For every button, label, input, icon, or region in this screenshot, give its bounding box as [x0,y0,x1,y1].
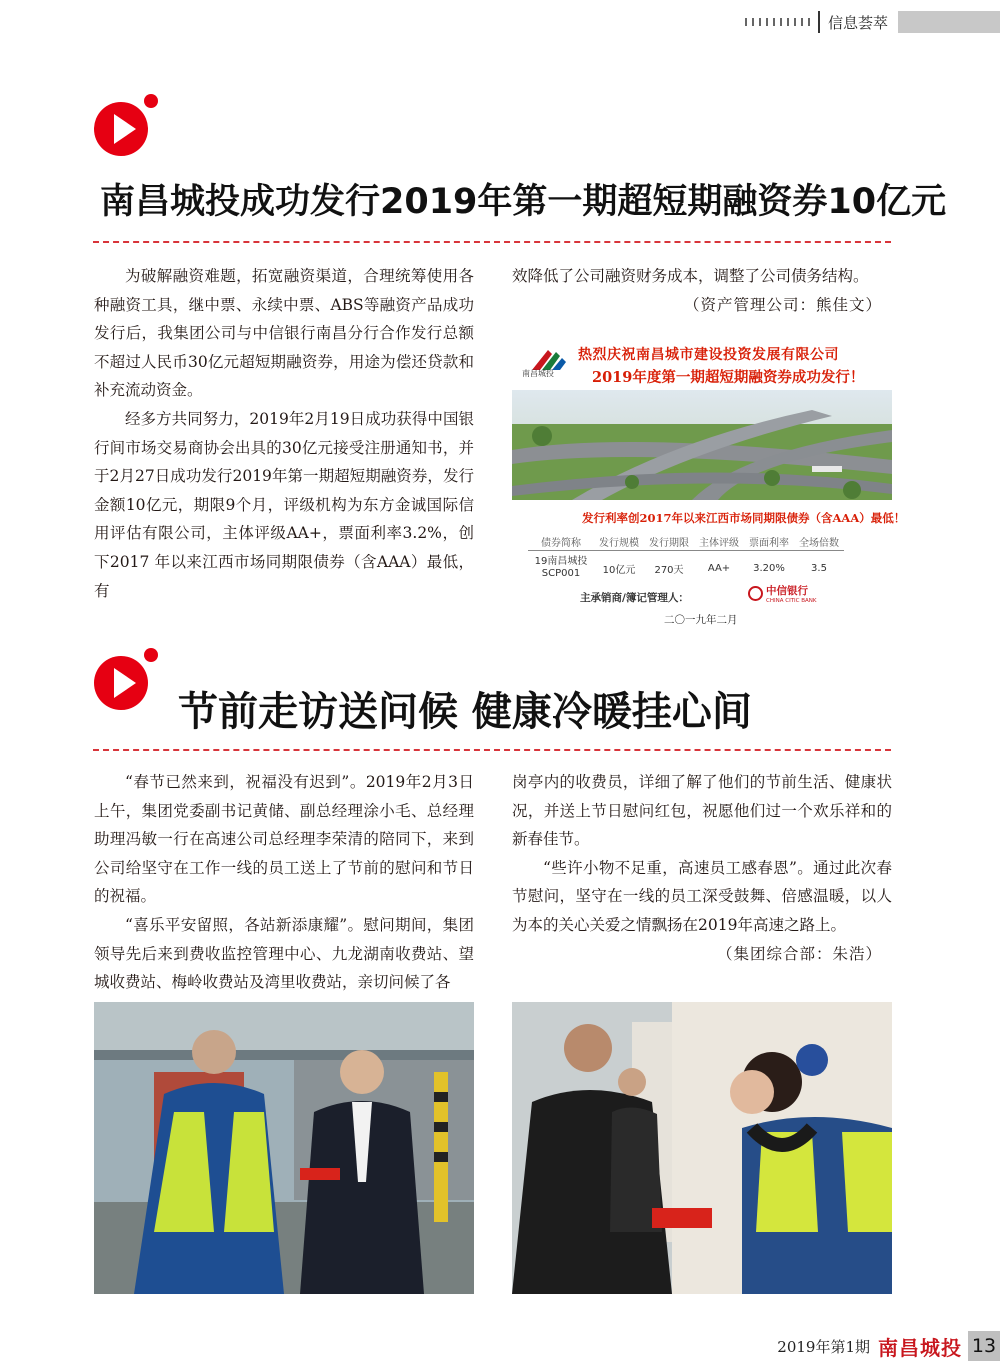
article2-para4: “些许小物不足重，高速员工感春恩”。通过此次春节慰问，坚守在一线的员工深受鼓舞、倍感温暖，以人为本的关心关爱之情飘扬在2019年高速之路上。 [512,858,892,934]
bond-table-cell: 3.20% [753,562,785,574]
article1-title: 南昌城投成功发行2019年第一期超短期融资券10亿元 [100,182,947,222]
bank-name-en: CHINA CITIC BANK [766,598,817,604]
photo-toll-booth-visit [94,1002,474,1294]
article1-col-left [94,262,474,605]
bond-table [528,532,844,585]
article2-col-right [512,768,892,968]
company-logo-text: 南昌城投 [522,369,554,378]
bond-table-row [528,551,844,586]
header-bar [898,11,1000,33]
bond-table-cell: 270天 [654,564,684,576]
announcement-rate-line: 发行利率创2017年以来江西市场同期限债券（含AAA）最低！ [582,511,906,525]
article1-divider [93,241,891,243]
bond-table-header: 全场倍数 [794,532,844,551]
article2-col-left [94,768,474,997]
bond-table-header: 债券简称 [528,532,594,551]
highway-interchange-image [512,390,892,500]
page-header [745,10,1000,34]
announcement-headline1: 热烈庆祝南昌城市建设投资发展有限公司 [578,347,839,363]
bank-name: 中信银行 [766,585,808,597]
bond-table-header: 发行规模 [594,532,644,551]
article1-para1: 为破解融资难题，拓宽融资渠道，合理统筹使用各种融资工具，继中票、永续中票、ABS等融资产品成功发行后，我集团公司与中信银行南昌分行合作发行总额不超过人民币30亿元超短期融资券，用途为偿还贷款和补充流动资金。 [94,267,474,400]
bank-logo-icon [748,586,763,601]
bond-table-cell: 3.5 [811,562,827,574]
page-footer [777,1331,1000,1361]
article1-para2: 经多方共同努力，2019年2月19日成功获得中国银行间市场交易商协会出具的30亿元接受注册通知书，并于2月27日成功发行2019年第一期超短期融资券，发行金额10亿元，期限9个月，评级机构为东方金诚国际信用评估有限公司，主体评级AA+，票面利率3.2%，创下2017 年以来江西市场同期限债券（含AAA）最低，有 [94,409,474,600]
bond-table-header: 票面利率 [744,532,794,551]
bond-announcement [512,336,906,634]
article1-para3: 效降低了公司融资财务成本，调整了公司债务结构。 [512,267,869,285]
magazine-name: 南昌城投 [878,1335,962,1360]
page-number: 13 [968,1331,1000,1361]
header-separator [818,11,820,33]
article2-divider [93,749,891,751]
announcement-headline2: 2019年度第一期超短期融资券成功发行！ [592,369,865,386]
bond-table-header: 发行期限 [644,532,694,551]
article2-title: 节前走访送问候 健康冷暖挂心间 [178,689,752,735]
article2-para3: 岗亭内的收费员，详细了解了他们的节前生活、健康状况，并送上节日慰问红包，祝愿他们过一个欢乐祥和的新春佳节。 [512,773,892,849]
article2-signature: （集团综合部：朱浩） [716,944,882,963]
article1-col-right [512,262,892,319]
play-logo-icon [94,94,164,154]
company-logo-icon [526,344,570,386]
bank-logo [748,583,817,604]
bond-table-cell: AA+ [707,562,731,574]
bond-table-header: 主体评级 [694,532,744,551]
article2-para1: “春节已然来到，祝福没有迟到”。2019年2月3日上午，集团党委副书记黄储、副总经理涂小毛、总经理助理冯敏一行在高速公司总经理李荣清的陪同下，来到公司给坚守在工作一线的员工送上了节前的慰问和节日的祝福。 [94,773,474,906]
section-label: 信息荟萃 [827,13,888,32]
announcement-date: 二〇一九年二月 [664,614,738,626]
bond-table-cell: 10亿元 [602,564,636,576]
play-logo-icon [94,648,164,708]
header-ticks [745,18,810,26]
article2-para2: “喜乐平安留照，各站新添康耀”。慰问期间，集团领导先后来到费收监控管理中心、九龙湖南收费站、望城收费站、梅岭收费站及湾里收费站，亲切问候了各 [94,915,474,992]
photo-collector-greeting [512,1002,892,1294]
underwriter-label: 主承销商/簿记管理人： [580,592,689,604]
issue-label: 2019年第1期 [777,1337,870,1356]
article1-signature: （资产管理公司：熊佳文） [683,295,882,314]
bond-table-cell: 19南昌城投 SCP001 [534,556,588,579]
